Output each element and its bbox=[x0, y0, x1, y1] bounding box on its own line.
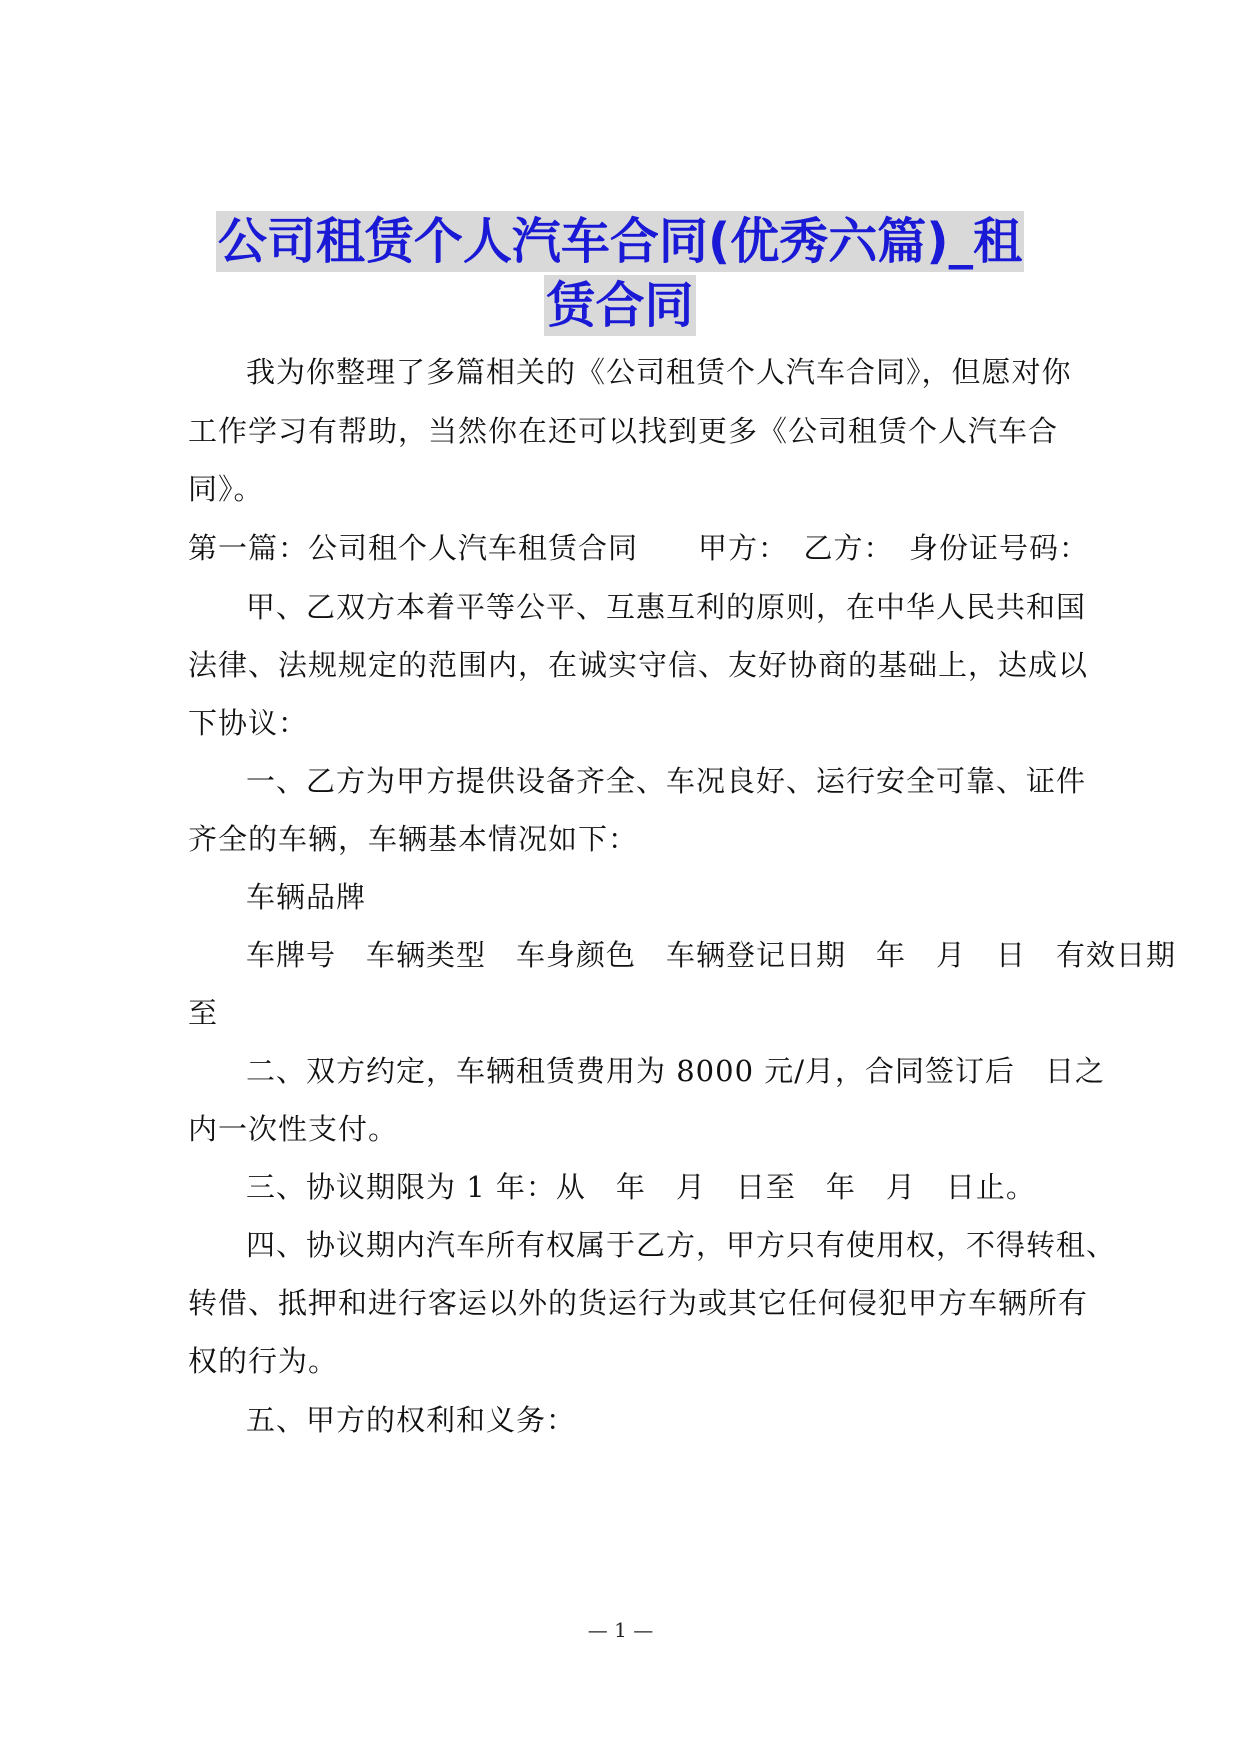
page-number: — 1 — bbox=[587, 1618, 654, 1642]
title-line-2: 赁合同 bbox=[546, 277, 694, 334]
paragraph-line: 二、双方约定，车辆租赁费用为 8000 元/月，合同签订后 日之 bbox=[246, 1054, 1106, 1088]
paragraph-line: 甲、乙双方本着平等公平、互惠互利的原则，在中华人民共和国 bbox=[246, 590, 1087, 624]
paragraph-line: 内一次性支付。 bbox=[188, 1112, 399, 1146]
paragraph-line: 工作学习有帮助，当然你在还可以找到更多《公司租赁个人汽车合 bbox=[188, 414, 1059, 448]
paragraph-line: 至 bbox=[188, 996, 219, 1030]
paragraph-line: 第一篇：公司租个人汽车租赁合同 甲方： 乙方： 身份证号码： bbox=[188, 531, 1090, 565]
document-body bbox=[188, 0, 1177, 1754]
paragraph-line: 五、甲方的权利和义务： bbox=[246, 1403, 577, 1437]
paragraph-line: 车牌号 车辆类型 车身颜色 车辆登记日期 年 月 日 有效日期 bbox=[246, 938, 1177, 972]
title-line-1: 公司租赁个人汽车合同(优秀六篇)_租 bbox=[217, 213, 1023, 270]
paragraph-line: 三、协议期限为 1 年：从 年 月 日至 年 月 日止。 bbox=[246, 1170, 1036, 1204]
paragraph-line: 下协议： bbox=[188, 706, 309, 740]
paragraph-line: 四、协议期内汽车所有权属于乙方，甲方只有使用权，不得转租、 bbox=[246, 1228, 1117, 1262]
paragraph-line: 权的行为。 bbox=[188, 1344, 339, 1378]
paragraph-line: 转借、抵押和进行客运以外的货运行为或其它任何侵犯甲方车辆所有 bbox=[188, 1286, 1089, 1320]
paragraph-line: 同》。 bbox=[188, 472, 264, 506]
paragraph-line: 齐全的车辆，车辆基本情况如下： bbox=[188, 822, 639, 856]
paragraph-line: 一、乙方为甲方提供设备齐全、车况良好、运行安全可靠、证件 bbox=[246, 764, 1087, 798]
paragraph-line: 法律、法规规定的范围内，在诚实守信、友好协商的基础上，达成以 bbox=[188, 648, 1089, 682]
paragraph-line: 我为你整理了多篇相关的《公司租赁个人汽车合同》，但愿对你 bbox=[246, 355, 1072, 389]
paragraph-line: 车辆品牌 bbox=[246, 880, 367, 914]
